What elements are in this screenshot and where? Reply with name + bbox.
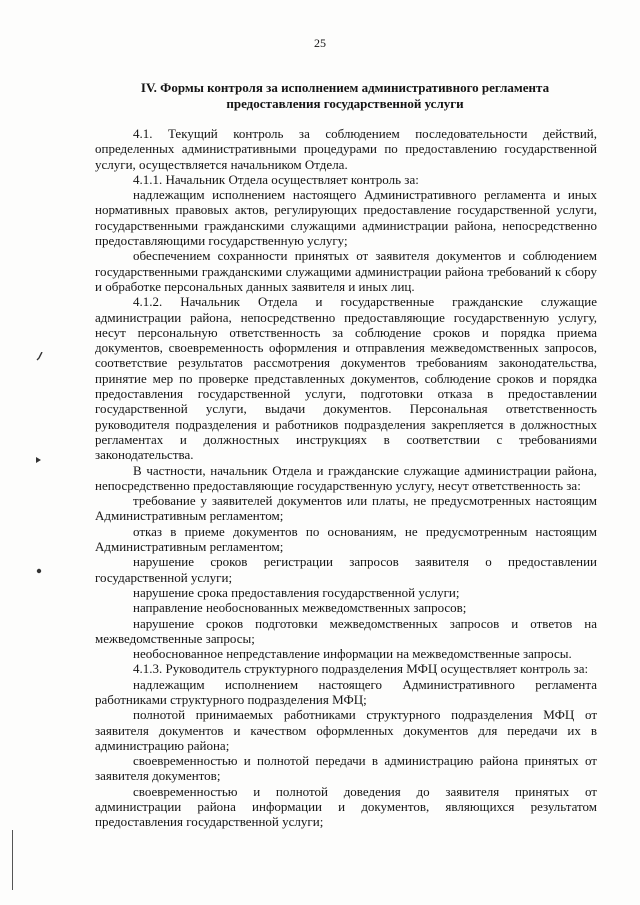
paragraph: своевременностью и полнотой передачи в администрацию района принятых от заявителя документов;: [95, 753, 597, 784]
paragraph: нарушение срока предоставления государственной услуги;: [133, 584, 460, 600]
scan-mark: [35, 566, 43, 578]
paragraph: направление необоснованных межведомственных запросов;: [133, 600, 467, 616]
paragraph: необоснованное непредставление информации на межведомственные запросы.: [133, 646, 572, 662]
paragraph: отказ в приеме документов по основаниям, не предусмотренным настоящим Административным регламентом;: [95, 523, 597, 555]
paragraph: В частности, начальник Отдела и гражданские служащие администрации района, непосредственно предоставляющие государственную услугу, несут ответственность за:: [95, 462, 597, 493]
page-number: 25: [314, 36, 326, 50]
heading-line-2: предоставления государственной услуги: [226, 96, 464, 111]
paragraph: полнотой принимаемых работниками структурного подразделения МФЦ от заявителя документов и качеством оформленных документов для передачи их в администрацию района;: [95, 707, 597, 753]
scan-mark: [36, 352, 44, 365]
paragraph: нарушение сроков подготовки межведомственных запросов и ответов на межведомственные запросы;: [95, 615, 597, 646]
paragraph: нарушение сроков регистрации запросов заявителя о предоставлении государственной услуги;: [95, 554, 597, 585]
section-heading: [95, 80, 595, 112]
paragraph: надлежащим исполнением настоящего Административного регламента работниками структурного подразделения МФЦ;: [95, 676, 597, 707]
heading-line-1: IV. Формы контроля за исполнением административного регламента: [140, 80, 550, 95]
paragraph: своевременностью и полнотой доведения до заявителя принятых от администрации района информации и документов, являющихся результатом предоставления государственной услуги;: [95, 783, 597, 830]
paragraph: 4.1.2. Начальник Отдела и государственные гражданские служащие администрации района, непосредственно предоставляющие государственную услугу, несут персональную ответственность за соблюдение сроков и порядка приема документов, своевременность оформления и отправления межведомственных запросов, соответствие результатов рассмотрения документов требованиям законодательства, принятие мер по проверке представленных документов, соблюдение сроков и порядка предоставления государственной услуги, подготовки отказа в предоставлении государственной услуги, выдачи документов. Персональная ответственность руководителя подразделения и работников подразделения закрепляется в должностных регламентах и должностных инструкциях в соответствии с требованиями законодательства.: [95, 294, 597, 463]
paragraph: требование у заявителей документов или платы, не предусмотренных настоящим Административным регламентом;: [95, 493, 597, 524]
paragraph: 4.1.3. Руководитель структурного подразделения МФЦ осуществляет контроль за:: [133, 661, 589, 677]
paragraph: обеспечением сохранности принятых от заявителя документов и соблюдением государственными гражданскими служащими администрации района требований к сбору и обработке персональных данных заявителя и иных лиц.: [95, 248, 597, 294]
paragraph: 4.1.1. Начальник Отдела осуществляет контроль за:: [133, 171, 419, 187]
scan-mark: [35, 455, 43, 467]
scan-edge-line: [12, 830, 13, 890]
paragraph: 4.1. Текущий контроль за соблюдением последовательности действий, определенных административными процедурами по предоставлению государственной услуги, осуществляется начальником Отдела.: [95, 126, 597, 172]
body-text: [95, 126, 597, 830]
paragraph: надлежащим исполнением настоящего Административного регламента и иных нормативных правовых актов, регулирующих предоставление государственной услуги, государственными гражданскими служащими администрации района, непосредственно предоставляющими государственную услугу;: [95, 187, 597, 249]
